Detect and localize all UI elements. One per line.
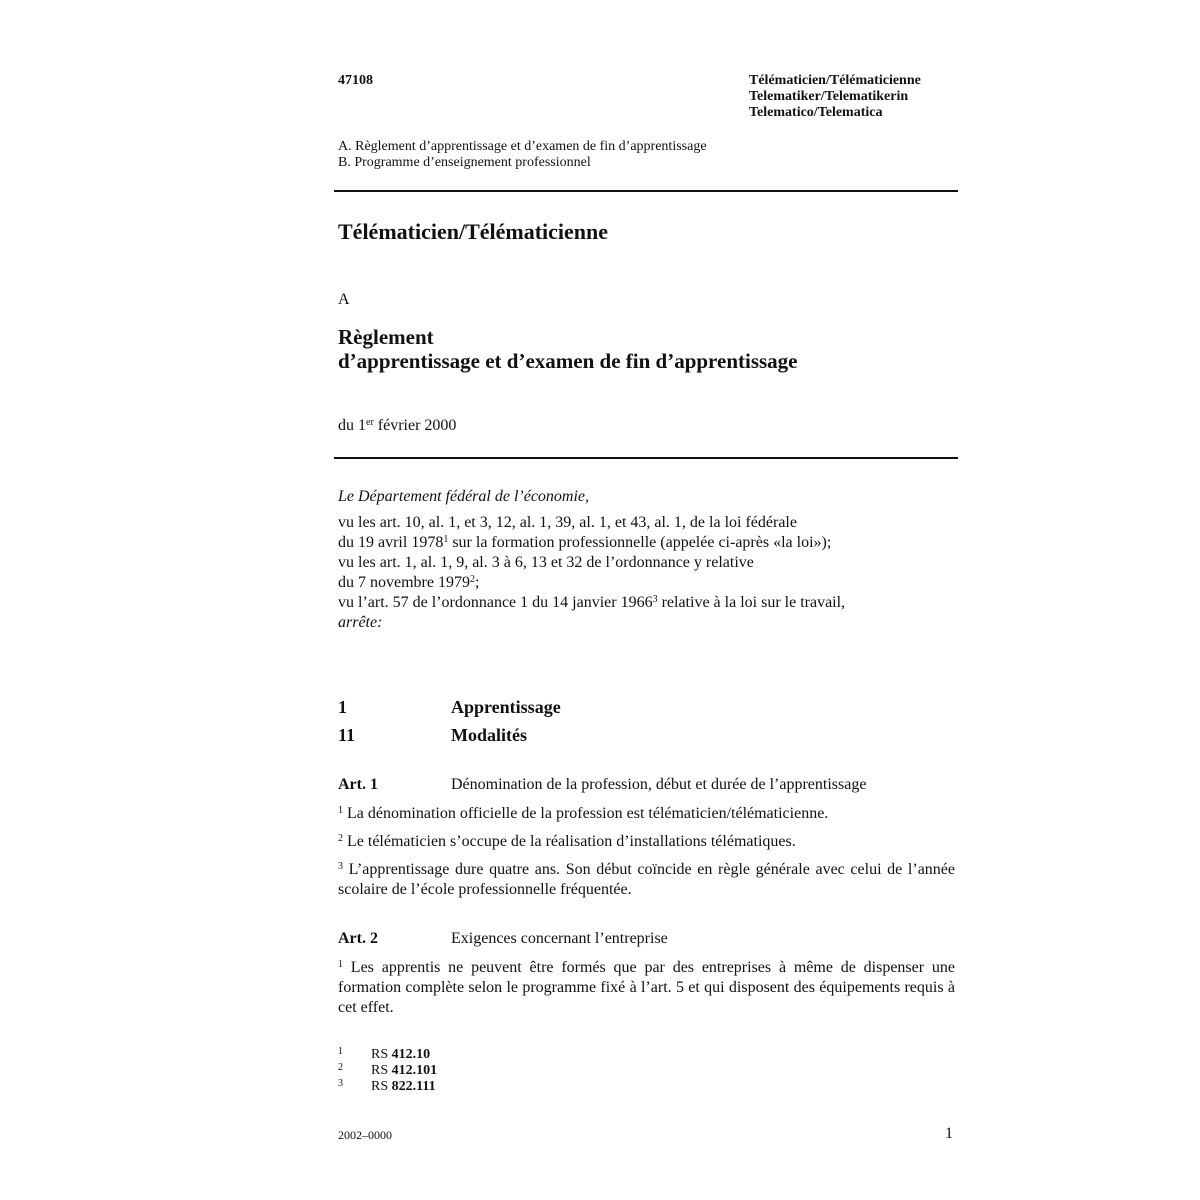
regulation-date: du 1er février 2000 [338, 417, 457, 434]
preamble-line: vu les art. 10, al. 1, et 3, 12, al. 1, 39, al. 1, et 43, al. 1, de la loi fédérale [338, 514, 797, 531]
divider-top [334, 190, 958, 192]
header-title-it: Telematico/Telematica [749, 105, 883, 120]
section-number: 1 [338, 697, 347, 717]
part-letter: A [338, 291, 350, 308]
article-number: Art. 1 [338, 776, 378, 793]
page-title: Télématicien/Télématicienne [338, 219, 609, 244]
part-b-item: B. Programme d’enseignement professionnel [338, 155, 591, 170]
document-number: 47108 [338, 73, 373, 88]
header-titles [749, 73, 921, 121]
article-title: Dénomination de la profession, début et durée de l’apprentissage [451, 776, 867, 793]
preamble [338, 487, 958, 633]
document-page: 47108 Télématicien/Télématicienne Telematiker/Telematikerin Telematico/Telematica A. Règlement d’apprentissage et d’examen de fin d’apprentissage B. Programme d’enseignement professionnel Télématicien/Télématicienne A Règlement d’apprentissage et d’examen de fin d’apprentissage du 1er février 2000 Le Département fédéral de l’économie, vu les art. 10, al. 1, et 3, 12, al. 1, 39, al. 1, et 43, al. 1, de la loi fédérale du 19 avril 1978$^1$ sur la formation professionnelle (appelée ci-après «la loi»); vu les art. 1, al. 1, 9, al. 3 à 6, 13 et 32 de l’ordonnance y relative du 7 novembre 1979$^2$; vu l’art. 57 de l’ordonnance 1 du 14 janvier 1966$^3$ relative à la loi sur le travail, arrête: 1 Apprentissage 11 Modalités Art. 1 Dénomination de la profession, début et durée de l’apprentissage $^1$ La dénomination officielle de la profession est télématicien/télématicienne. $^2$ Le télématicien s’occupe de la réalisation d’installations télématiques. $^3$ L’apprentissage dure quatre ans. Son début coïncide en règle générale avec celui de l’année scolaire de l’école professionnelle fréquentée. Art. 2 Exigences concernant l’entreprise $^1$ Les apprentis ne peuvent être formés que par des entreprises à même de dispenser une formation complète selon le programme fixé à l’art. 5 et qui disposent des équipements requis à cet effet. 1 RS 412.10 2 RS 412.101 3 RS 822.111 2002–0000 1 [338, 0, 958, 1200]
section-number: 11 [338, 725, 356, 745]
footer-code: 2002–0000 [338, 1128, 392, 1142]
divider-middle [334, 457, 958, 459]
preamble-line: du 7 novembre 1979$^2$; [338, 574, 480, 591]
section-title: Modalités [451, 725, 527, 745]
article-paragraph: $^1$ Les apprentis ne peuvent être formés que par des entreprises à même de dispenser une formation complète selon le programme fixé à l’art. 5 et qui disposent des équipements requis à cet effet. [338, 959, 955, 1016]
regulation-title-line2: d’apprentissage et d’examen de fin d’apprentissage [338, 349, 798, 373]
preamble-line: du 19 avril 1978$^1$ sur la formation professionnelle (appelée ci-après «la loi»); [338, 534, 832, 551]
section-title: Apprentissage [451, 697, 561, 717]
header-title-fr: Télématicien/Télématicienne [749, 73, 921, 88]
preamble-authority: Le Département fédéral de l’économie, [338, 488, 590, 505]
parts-list [338, 139, 707, 171]
article-number: Art. 2 [338, 930, 378, 947]
article-title: Exigences concernant l’entreprise [451, 930, 668, 947]
regulation-title [338, 325, 798, 373]
article-paragraph: $^1$ La dénomination officielle de la profession est télématicien/télématicienne. [338, 805, 829, 822]
preamble-decision: arrête: [338, 614, 383, 631]
header-title-de: Telematiker/Telematikerin [749, 89, 909, 104]
part-a-item: A. Règlement d’apprentissage et d’examen de fin d’apprentissage [338, 139, 707, 154]
article-paragraph: $^2$ Le télématicien s’occupe de la réalisation d’installations télématiques. [338, 833, 796, 850]
page-number: 1 [945, 1125, 953, 1142]
preamble-line: vu l’art. 57 de l’ordonnance 1 du 14 janvier 1966$^3$ relative à la loi sur le travail, [338, 594, 846, 611]
regulation-title-line1: Règlement [338, 325, 434, 349]
preamble-line: vu les art. 1, al. 1, 9, al. 3 à 6, 13 et 32 de l’ordonnance y relative [338, 554, 754, 571]
article-paragraph: $^3$ L’apprentissage dure quatre ans. Son début coïncide en règle générale avec celui de l’année scolaire de l’école professionnelle fréquentée. [338, 861, 955, 898]
